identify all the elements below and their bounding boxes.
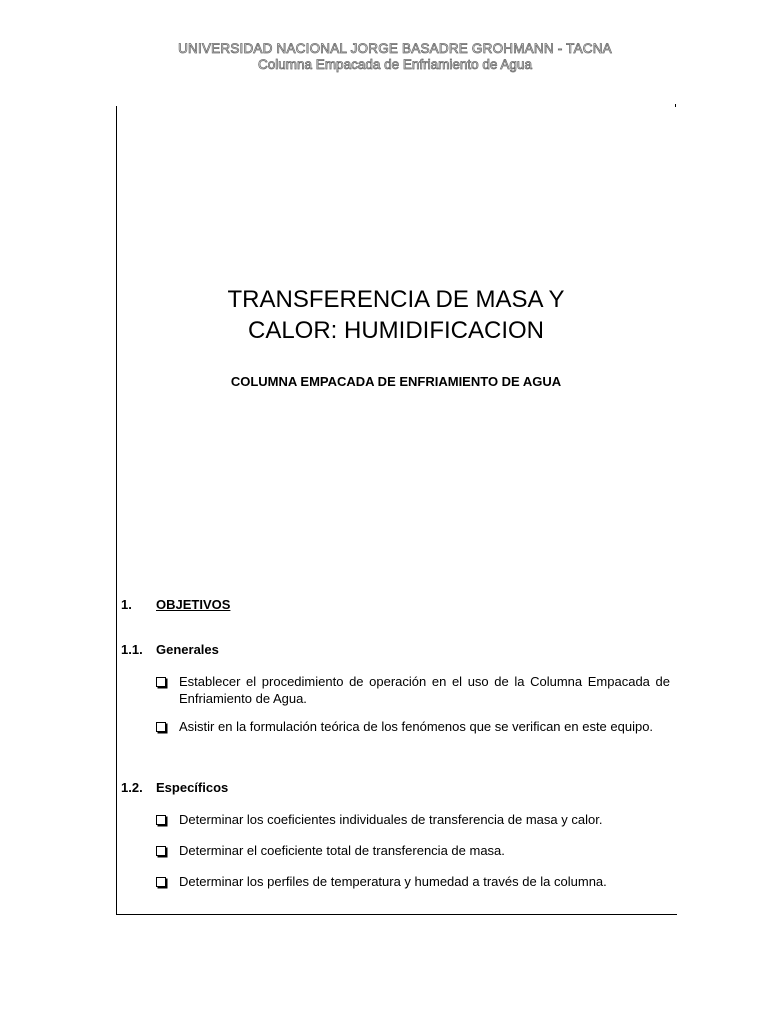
section-number: 1. xyxy=(121,597,132,612)
document-title xyxy=(116,284,676,346)
checkbox-bullet-icon xyxy=(156,846,166,856)
list-item xyxy=(156,873,670,890)
title-line-2: CALOR: HUMIDIFICACION xyxy=(247,317,544,344)
list-item-text: Determinar los perfiles de temperatura y humedad a través de la columna. xyxy=(179,874,607,889)
list-item xyxy=(156,673,670,707)
checkbox-bullet-icon xyxy=(156,722,166,732)
header-subtitle: Columna Empacada de Enfriamiento de Agua xyxy=(258,57,532,72)
frame-corner-tick xyxy=(675,104,676,107)
list-item xyxy=(156,811,670,828)
list-item xyxy=(156,842,670,859)
title-line-1: TRANSFERENCIA DE MASA Y xyxy=(227,286,565,313)
section-title: Generales xyxy=(156,642,219,657)
list-item-text: Determinar los coeficientes individuales de transferencia de masa y calor. xyxy=(179,812,603,827)
list-item-text: Asistir en la formulación teórica de los fenómenos que se verifican en este equipo. xyxy=(179,719,654,734)
list-item-text: Establecer el procedimiento de operación en el uso de la Columna Empacada de Enfriamiento de Agua. xyxy=(179,674,670,706)
section-title: OBJETIVOS xyxy=(156,597,231,612)
checkbox-bullet-icon xyxy=(156,677,166,687)
list-item-text: Determinar el coeficiente total de transferencia de masa. xyxy=(179,843,505,858)
document-subtitle: COLUMNA EMPACADA DE ENFRIAMIENTO DE AGUA xyxy=(230,374,562,389)
list-item xyxy=(156,718,670,735)
checkbox-bullet-icon xyxy=(156,877,166,887)
section-title: Específicos xyxy=(156,780,229,795)
section-number: 1.2. xyxy=(121,780,143,795)
page-header xyxy=(0,40,768,73)
checkbox-bullet-icon xyxy=(156,815,166,825)
section-number: 1.1. xyxy=(121,642,143,657)
header-university: UNIVERSIDAD NACIONAL JORGE BASADRE GROHMANN - TACNA xyxy=(178,41,612,56)
